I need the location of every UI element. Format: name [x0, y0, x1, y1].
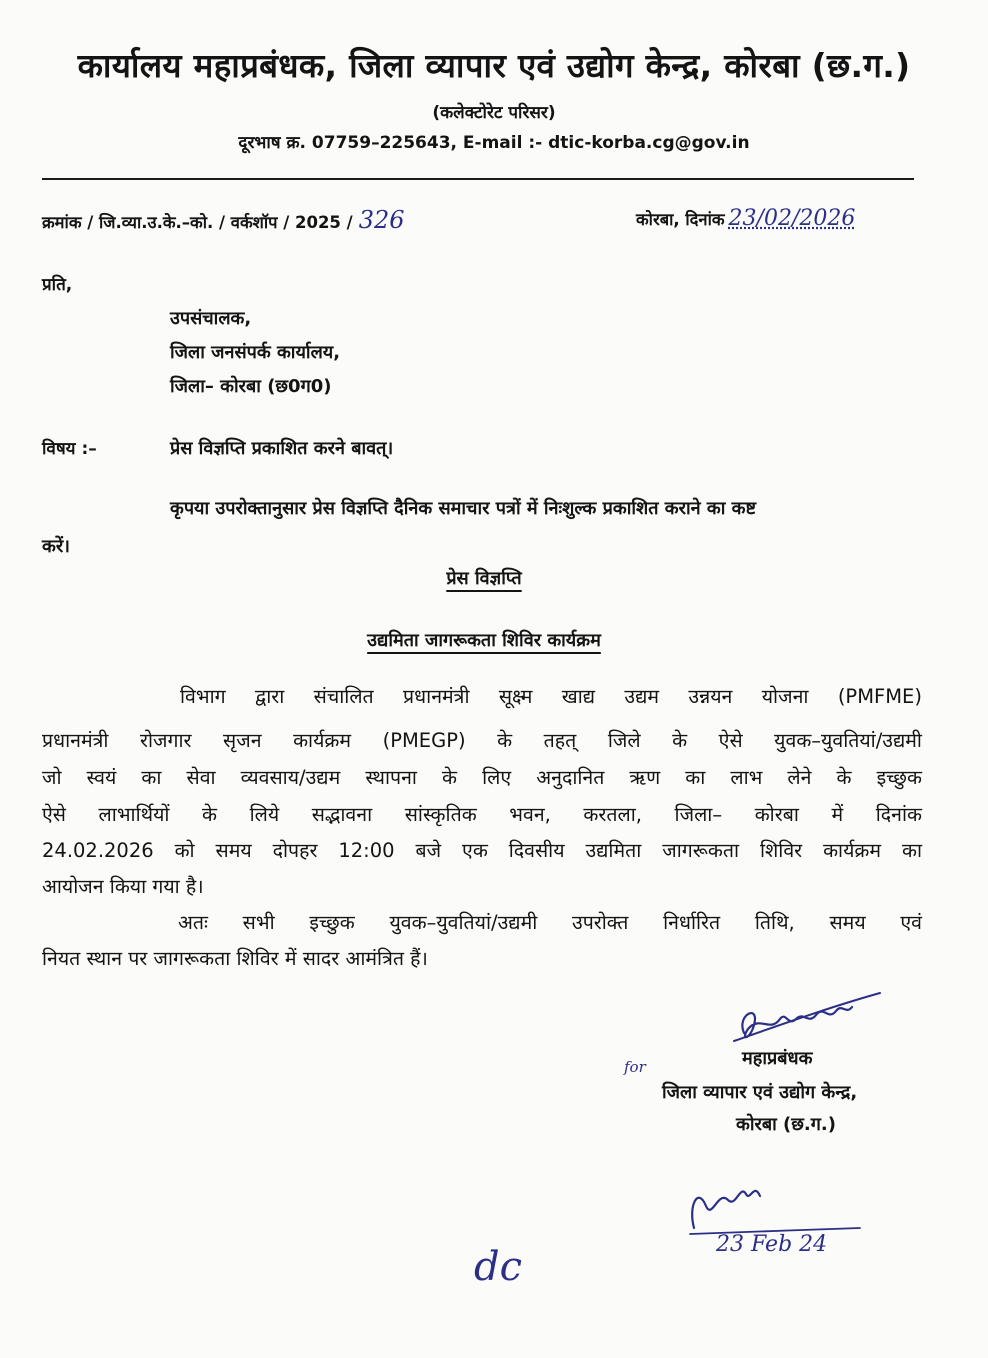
press-release-heading-text: प्रेस विज्ञप्ति [446, 568, 522, 589]
for-mark: for [624, 1058, 646, 1076]
event-title [0, 628, 968, 652]
paragraph-line: आयोजन किया गया है। [42, 875, 204, 898]
office-subtitle: (कलेक्टोरेट परिसर) [432, 103, 556, 123]
initials-scrawl [684, 1176, 864, 1236]
subject-label: विषय :– [42, 439, 97, 459]
paragraph-line: ऐसे लाभार्थियों के लिये सद्भावना सांस्कृतिक भवन, करतला, जिला– कोरबा में दिनांक [42, 803, 922, 826]
place-date [636, 206, 855, 231]
paragraph-line: जो स्वयं का सेवा व्यवसाय/उद्यम स्थापना के लिए अनुदानित ऋण का लाभ लेने के इच्छुक [42, 766, 922, 789]
paragraph-line: 24.02.2026 को समय दोपहर 12:00 बजे एक दिवसीय उद्यमिता जागरूकता शिविर कार्यक्रम का [42, 839, 922, 862]
dc-mark: dc [474, 1244, 523, 1290]
request-line: करें। [42, 536, 71, 557]
signatory-designation: महाप्रबंधक [742, 1048, 813, 1069]
handwritten-number: 326 [358, 206, 405, 234]
place-date-label: कोरबा, दिनांक [636, 210, 725, 229]
subject-text: प्रेस विज्ञप्ति प्रकाशित करने बावत्। [170, 438, 394, 459]
office-title: कार्यालय महाप्रबंधक, जिला व्यापार एवं उद्योग केन्द्र, कोरबा (छ.ग.) [77, 46, 911, 85]
handwritten-date: 23/02/2026 [728, 206, 856, 231]
paragraph-line: अतः सभी इच्छुक युवक–युवतियां/उद्यमी उपरोक्त निर्धारित तिथि, समय एवं [178, 911, 922, 934]
office-contact: दूरभाष क्र. 07759–225643, E-mail :- dtic-korba.cg@gov.in [238, 133, 750, 153]
reference-number [42, 206, 405, 234]
recipient-line: जिला– कोरबा (छ0ग0) [170, 376, 332, 397]
press-release-heading [0, 566, 968, 590]
signatory-office: जिला व्यापार एवं उद्योग केन्द्र, [662, 1082, 858, 1103]
signatory-place: कोरबा (छ.ग.) [736, 1114, 836, 1135]
paragraph-line: विभाग द्वारा संचालित प्रधानमंत्री सूक्ष्म खाद्य उद्यम उन्नयन योजना (PMFME) [180, 685, 922, 708]
initials-date: 23 Feb 24 [716, 1232, 828, 1257]
salutation: प्रति, [42, 275, 73, 295]
recipient-line: जिला जनसंपर्क कार्यालय, [170, 342, 341, 363]
request-line: कृपया उपरोक्तानुसार प्रेस विज्ञप्ति दैनिक समाचार पत्रों में निःशुल्क प्रकाशित कराने का कष्ट [170, 498, 756, 519]
paragraph-line: प्रधानमंत्री रोजगार सृजन कार्यक्रम (PMEGP) के तहत् जिले के ऐसे युवक–युवतियां/उद्यमी [42, 729, 922, 752]
signature-scrawl [730, 985, 890, 1055]
header-divider [42, 178, 914, 180]
reference-prefix: क्रमांक / जि.व्या.उ.के.–को. / वर्कशॉप / 2025 / [42, 213, 353, 232]
event-title-text: उद्यमिता जागरूकता शिविर कार्यक्रम [367, 630, 601, 651]
recipient-line: उपसंचालक, [170, 308, 252, 329]
paragraph-line: नियत स्थान पर जागरूकता शिविर में सादर आमंत्रित हैं। [42, 947, 428, 970]
